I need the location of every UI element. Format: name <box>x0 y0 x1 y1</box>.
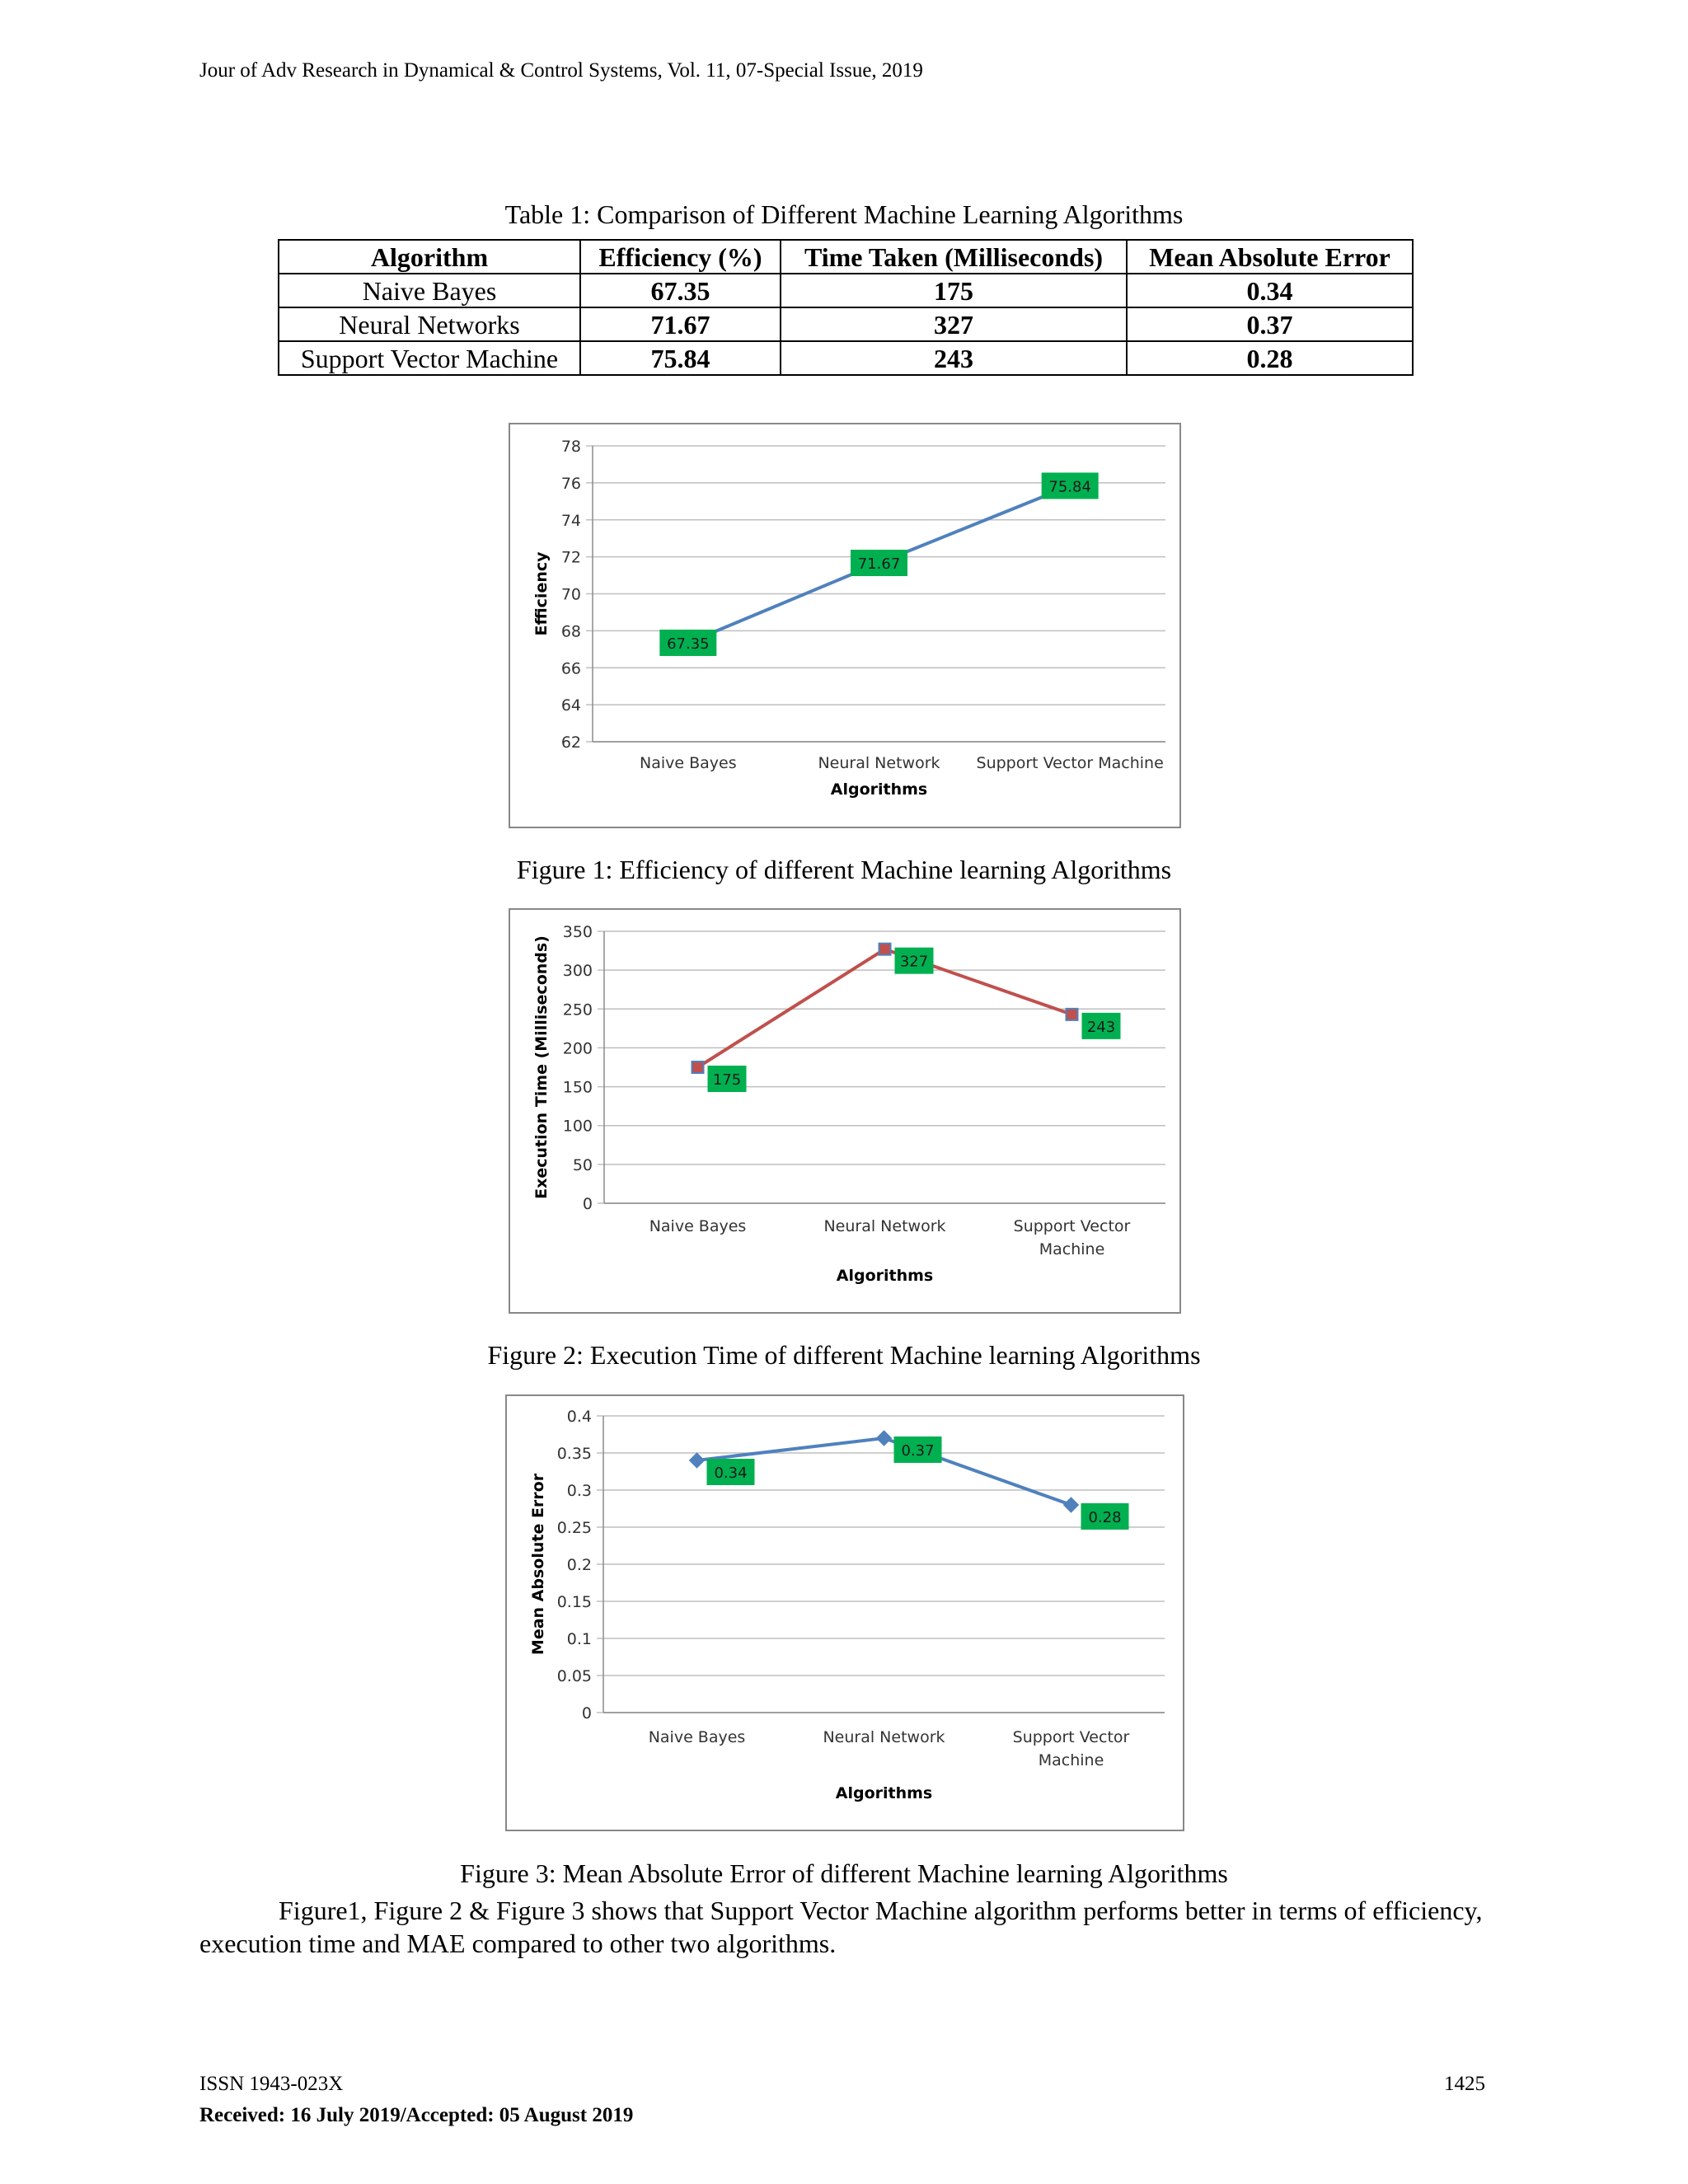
y-tick-label: 62 <box>560 733 581 752</box>
table-cell: 243 <box>781 341 1127 375</box>
table-cell: 0.37 <box>1127 307 1413 341</box>
y-tick-label: 0.25 <box>556 1519 592 1537</box>
x-tick-label: Naive Bayes <box>640 754 737 772</box>
footer-issn: ISSN 1943-023X <box>199 2073 344 2095</box>
body-paragraph <box>199 1894 1492 1960</box>
page-number: 1425 <box>1444 2073 1485 2095</box>
efficiency-chart <box>510 424 1179 827</box>
table-row <box>279 274 1413 307</box>
y-tick-label: 0.05 <box>556 1667 592 1685</box>
data-label: 71.67 <box>857 555 901 574</box>
table-header-cell: Mean Absolute Error <box>1127 240 1413 274</box>
data-label: 327 <box>899 953 929 971</box>
table-header-cell: Time Taken (Milliseconds) <box>781 240 1127 274</box>
data-label: 175 <box>712 1071 742 1089</box>
data-point <box>1064 1497 1079 1512</box>
figure-2-chart <box>509 908 1181 1314</box>
table-cell: 71.67 <box>580 307 781 341</box>
x-tick-label: Machine <box>1038 1751 1104 1769</box>
data-label: 67.35 <box>667 635 710 653</box>
mae-chart <box>507 1396 1183 1830</box>
y-tick-label: 350 <box>562 923 593 941</box>
data-point <box>877 1431 892 1446</box>
table-header-cell: Efficiency (%) <box>580 240 781 274</box>
table-caption: Table 1: Comparison of Different Machine Learning Algorithms <box>504 199 1184 229</box>
table-cell: Neural Networks <box>279 307 580 341</box>
table-cell: 175 <box>781 274 1127 307</box>
figure-3-caption: Figure 3: Mean Absolute Error of different Machine learning Algorithms <box>460 1858 1228 1888</box>
table-cell: 67.35 <box>580 274 781 307</box>
comparison-table <box>278 239 1414 376</box>
y-tick-label: 150 <box>562 1078 593 1097</box>
data-label: 0.37 <box>901 1442 935 1460</box>
x-tick-label: Machine <box>1039 1240 1105 1258</box>
x-tick-label: Neural Network <box>823 1217 946 1235</box>
x-tick-label: Support Vector <box>1013 1217 1131 1235</box>
data-label: 75.84 <box>1048 478 1091 496</box>
table-header-row <box>279 240 1413 274</box>
x-axis-title: Algorithms <box>830 780 928 799</box>
table-row <box>279 307 1413 341</box>
paragraph-text: Figure1, Figure 2 & Figure 3 shows that Support Vector Machine algorithm performs better in terms of efficiency, execution time and MAE compared to other two algorithms. <box>199 1896 1483 1958</box>
x-tick-label: Neural Network <box>823 1728 945 1746</box>
x-tick-label: Neural Network <box>818 754 940 772</box>
figure-1-caption: Figure 1: Efficiency of different Machine learning Algorithms <box>516 855 1172 884</box>
y-tick-label: 66 <box>560 659 581 678</box>
y-axis-title: Execution Time (Milliseconds) <box>532 935 551 1199</box>
data-label: 0.34 <box>714 1465 748 1482</box>
y-tick-label: 50 <box>572 1155 593 1174</box>
data-point <box>690 1453 705 1468</box>
y-tick-label: 74 <box>560 511 581 530</box>
x-tick-label: Support Vector <box>1012 1728 1130 1746</box>
table-cell: 75.84 <box>580 341 781 375</box>
y-tick-label: 0.35 <box>556 1445 592 1463</box>
table-cell: Naive Bayes <box>279 274 580 307</box>
data-label: 243 <box>1086 1018 1116 1036</box>
y-tick-label: 250 <box>562 1001 593 1019</box>
y-tick-label: 68 <box>560 622 581 641</box>
y-tick-label: 0.2 <box>566 1556 592 1574</box>
table-cell: 327 <box>781 307 1127 341</box>
y-tick-label: 0.1 <box>566 1630 592 1648</box>
running-header: Jour of Adv Research in Dynamical & Control Systems, Vol. 11, 07-Special Issue, 2019 <box>199 59 923 82</box>
x-axis-title: Algorithms <box>836 1267 934 1285</box>
y-tick-label: 70 <box>560 585 581 604</box>
data-point <box>692 1062 704 1073</box>
table-cell: Support Vector Machine <box>279 341 580 375</box>
y-tick-label: 0.4 <box>566 1408 592 1426</box>
figure-1-chart <box>509 423 1181 828</box>
y-tick-label: 0.15 <box>556 1593 592 1611</box>
figure-2-caption: Figure 2: Execution Time of different Machine learning Algorithms <box>487 1340 1201 1370</box>
figure-3-chart <box>505 1394 1184 1831</box>
x-tick-label: Naive Bayes <box>648 1728 746 1746</box>
table-cell: 0.34 <box>1127 274 1413 307</box>
y-tick-label: 0 <box>581 1704 592 1722</box>
y-tick-label: 0.3 <box>566 1482 592 1500</box>
y-tick-label: 300 <box>562 962 593 981</box>
y-tick-label: 200 <box>562 1039 593 1058</box>
data-point <box>1067 1009 1078 1020</box>
table-cell: 0.28 <box>1127 341 1413 375</box>
y-axis-title: Efficiency <box>532 551 551 636</box>
y-tick-label: 72 <box>560 548 581 567</box>
data-label: 0.28 <box>1088 1509 1122 1526</box>
y-tick-label: 64 <box>560 696 581 715</box>
y-tick-label: 100 <box>562 1117 593 1136</box>
footer-dates: Received: 16 July 2019/Accepted: 05 August 2019 <box>199 2104 634 2126</box>
series-line <box>698 949 1072 1067</box>
y-tick-label: 0 <box>582 1195 593 1213</box>
table-row <box>279 341 1413 375</box>
y-tick-label: 76 <box>560 474 581 493</box>
execution-time-chart <box>510 910 1179 1312</box>
x-tick-label: Naive Bayes <box>649 1217 747 1235</box>
x-axis-title: Algorithms <box>835 1784 933 1802</box>
data-point <box>879 944 891 955</box>
y-axis-title: Mean Absolute Error <box>529 1473 547 1656</box>
y-tick-label: 78 <box>560 438 581 456</box>
x-tick-label: Support Vector Machine <box>976 754 1164 772</box>
table-header-cell: Algorithm <box>279 240 580 274</box>
